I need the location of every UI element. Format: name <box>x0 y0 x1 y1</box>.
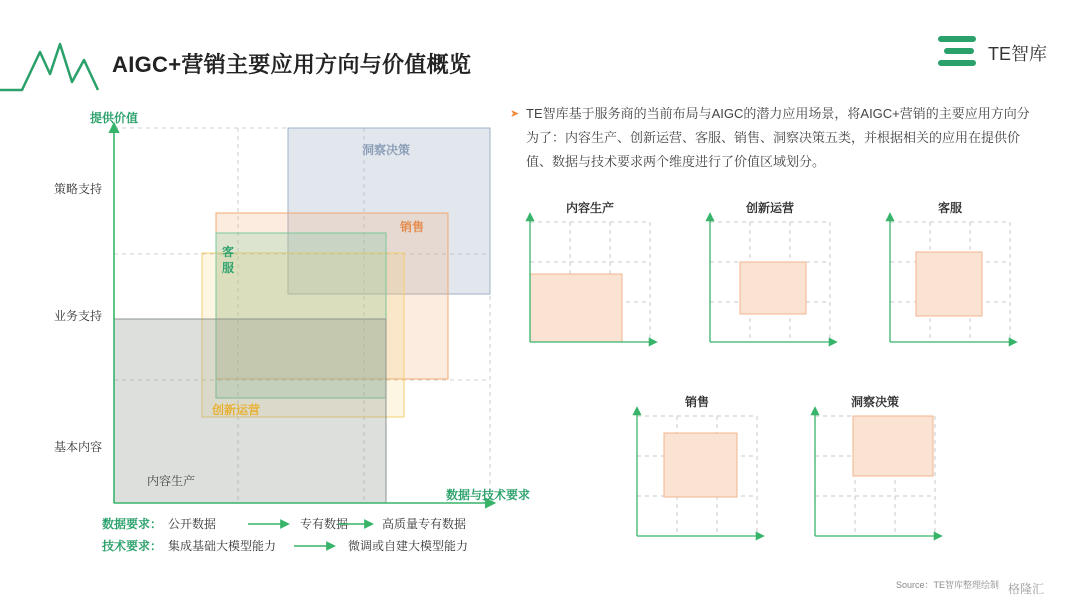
region-label-innovation-ops: 创新运营 <box>212 403 261 417</box>
legend-data-item-proprietary: 专有数据 <box>300 517 349 531</box>
legend-data-label: 数据要求： <box>102 517 163 531</box>
small-highlight-region <box>916 252 982 316</box>
description-text: TE智库基于服务商的当前布局与AIGC的潜力应用场景，将AIGC+营销的主要应用方向分为了：内容生产、创新运营、客服、销售、洞察决策五类，并根据相关的应用在提供价值、数据与技术要求两个维度进行了价值区域划分。 <box>526 106 1030 169</box>
legend-tech-item-integrate: 集成基础大模型能力 <box>168 539 277 553</box>
small-highlight-region <box>664 433 737 497</box>
brand-name: TE智库 <box>988 44 1048 64</box>
small-chart-title: 创新运营 <box>745 201 795 215</box>
main-x-axis-title: 数据与技术要求 <box>446 488 531 502</box>
description-block <box>510 102 1040 174</box>
y-level-strategy: 策略支持 <box>54 182 103 196</box>
region-label-content: 内容生产 <box>147 474 196 488</box>
region-label-service-2: 服 <box>222 261 235 275</box>
y-level-basic: 基本内容 <box>54 440 103 454</box>
small-charts-group <box>530 200 1016 536</box>
small-highlight-region <box>530 274 622 342</box>
legend-tech-item-finetune: 微调或自建大模型能力 <box>348 539 469 553</box>
small-chart-3 <box>890 200 1016 342</box>
source-note: Source：TE智库整理绘制 <box>896 580 1000 590</box>
legend-tech-label: 技术要求： <box>102 539 163 553</box>
small-highlight-region <box>740 262 806 314</box>
legend-data-item-hq: 高质量专有数据 <box>382 517 467 531</box>
y-level-business: 业务支持 <box>54 309 103 323</box>
watermark: 格隆汇 <box>1008 582 1045 596</box>
small-chart-title: 内容生产 <box>565 201 615 215</box>
region-label-insight: 洞察决策 <box>362 143 411 157</box>
bullet-arrow-icon: ➤ <box>510 108 520 120</box>
small-chart-2 <box>710 200 836 342</box>
region-label-service-1: 客 <box>222 245 235 259</box>
region-label-sales: 销售 <box>400 220 425 234</box>
main-matrix-chart <box>54 110 530 503</box>
small-highlight-region <box>853 416 933 476</box>
legend <box>101 516 468 553</box>
page-title: AIGC+营销主要应用方向与价值概览 <box>112 52 472 77</box>
legend-data-item-public: 公开数据 <box>168 517 217 531</box>
small-chart-4 <box>637 394 763 536</box>
main-y-axis-title: 提供价值 <box>90 111 139 125</box>
small-chart-title: 客服 <box>937 201 963 215</box>
small-chart-title: 洞察决策 <box>850 395 900 409</box>
small-chart-1 <box>530 200 656 342</box>
small-chart-title: 销售 <box>684 395 710 409</box>
small-chart-5 <box>815 394 941 536</box>
